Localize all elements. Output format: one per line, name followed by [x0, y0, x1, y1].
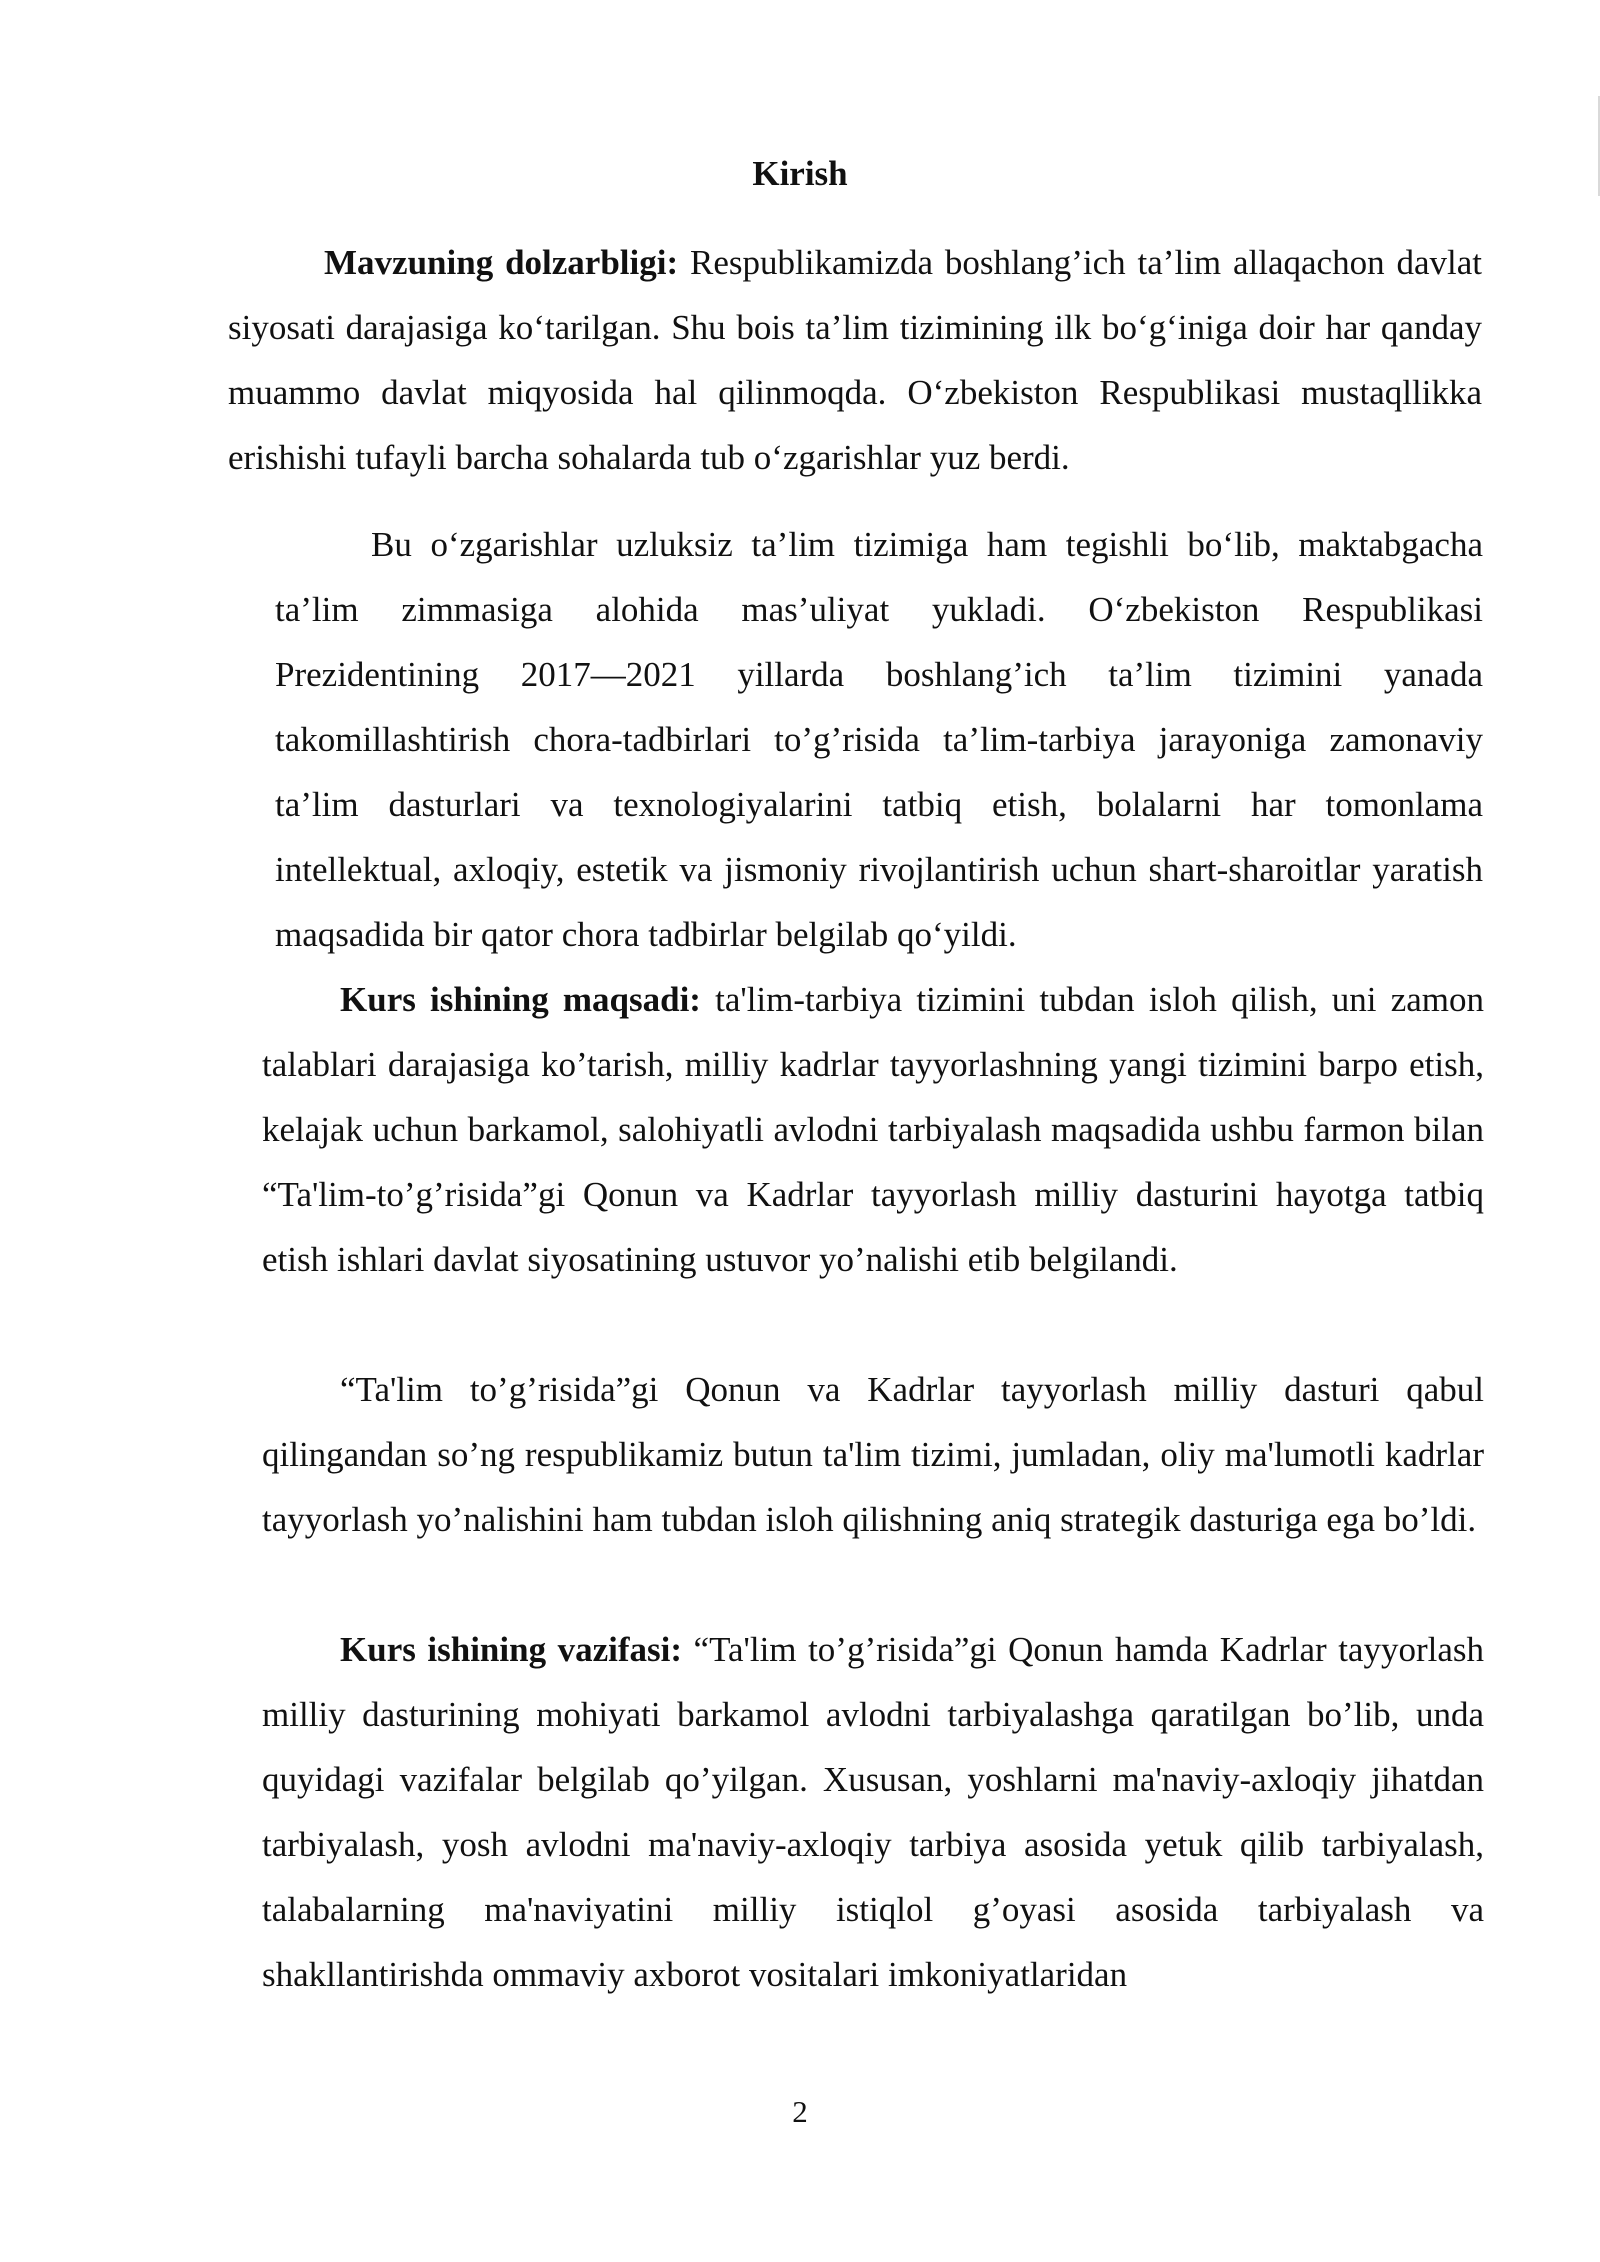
paragraph-reforms: [275, 512, 1483, 967]
paragraph-text: ta'lim-tarbiya tizimini tubdan isloh qilish, uni zamon talablari darajasiga ko’tarish, milliy kadrlar tayyorlashning yangi tizimini barpo etish, kelajak uchun barkamol, salohiyatli avlodni tarbiyalash maqsadida ushbu farmon bilan “Ta'lim-to’g’risida”gi Qonun va Kadrlar tayyorlash milliy dasturini hayotga tatbiq etish ishlari davlat siyosatining ustuvor yo’nalishi etib belgilandi.: [262, 980, 1484, 1279]
paragraph-text: “Ta'lim to’g’risida”gi Qonun va Kadrlar tayyorlash milliy dasturi qabul qilingandan so’ng respublikamiz butun ta'lim tizimi, jumladan, oliy ma'lumotli kadrlar tayyorlash yo’nalishini ham tubdan isloh qilishning aniq strategik dasturiga ega bo’ldi.: [262, 1370, 1484, 1539]
paragraph-lead: Mavzuning dolzarbligi:: [324, 243, 679, 282]
paragraph-lead: Kurs ishining maqsadi:: [340, 980, 701, 1019]
paragraph-tasks: [262, 1617, 1484, 2007]
paragraph-law: [262, 1357, 1484, 1552]
paragraph-text: “Ta'lim to’g’risida”gi Qonun hamda Kadrlar tayyorlash milliy dasturining mohiyati barkamol avlodni tarbiyalashga qaratilgan bo’lib, unda quyidagi vazifalar belgilab qo’yilgan. Xususan, yoshlarni ma'naviy-axloqiy jihatdan tarbiyalash, yosh avlodni ma'naviy-axloqiy tarbiya asosida yetuk qilib tarbiyalash, talabalarning ma'naviyatini milliy istiqlol g’oyasi asosida tarbiyalash va shakllantirishda ommaviy axborot vositalari imkoniyatlaridan: [262, 1630, 1484, 1994]
paragraph-text: Bu o‘zgarishlar uzluksiz ta’lim tizimiga ham tegishli bo‘lib, maktabgacha ta’lim zimmasiga alohida mas’uliyat yukladi. O‘zbekiston Respublikasi Prezidentining 2017—2021 yillarda boshlang’ich ta’lim tizimini yanada takomillashtirish chora-tadbirlari to’g’risida ta’lim-tarbiya jarayoniga zamonaviy ta’lim dasturlari va texnologiyalarini tatbiq etish, bolalarni har tomonlama intellektual, axloqiy, estetik va jismoniy rivojlantirish uchun shart-sharoitlar yaratish maqsadida bir qator chora tadbirlar belgilab qo‘yildi.: [275, 525, 1483, 954]
page-title: Kirish: [752, 154, 848, 193]
paragraph-text: Respublikamizda boshlang’ich ta’lim allaqachon davlat siyosati darajasiga ko‘tarilgan. Shu bois ta’lim tizimining ilk bo‘g‘iniga doir har qanday muammo davlat miqyosida hal qilinmoqda. O‘zbekiston Respublikasi mustaqllikka erishishi tufayli barcha sohalarda tub o‘zgarishlar yuz berdi.: [228, 243, 1482, 477]
paragraph-lead: Kurs ishining vazifasi:: [340, 1630, 683, 1669]
page-number: 2: [792, 2094, 808, 2129]
paragraph-relevance: [228, 230, 1482, 490]
paragraph-goal: [262, 967, 1484, 1292]
